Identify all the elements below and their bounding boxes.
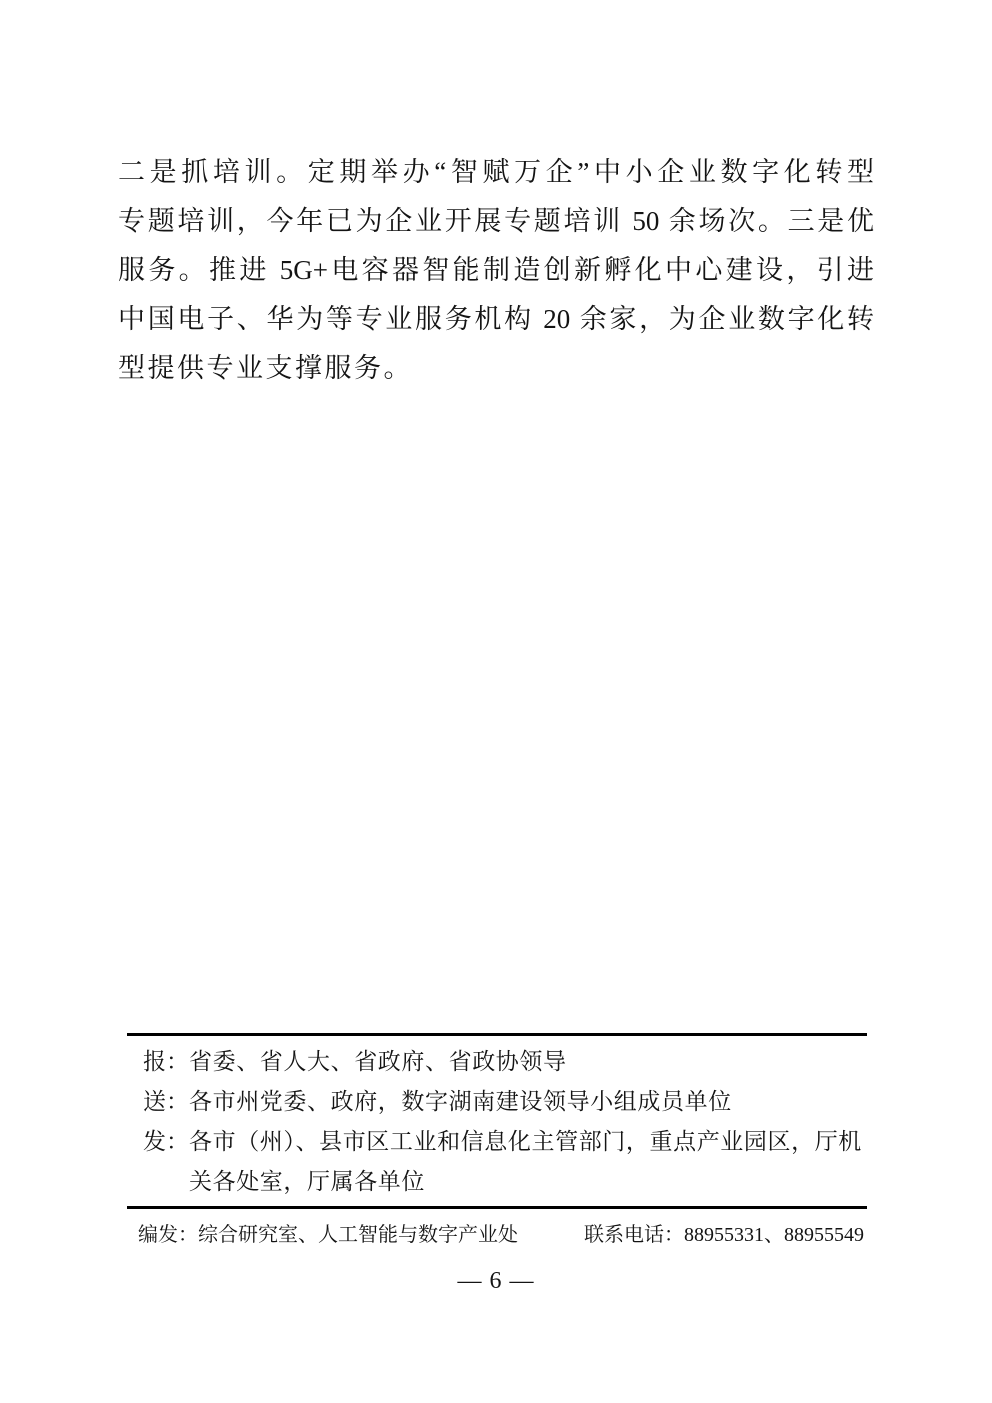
body-line: 服务。推进 5G+电容器智能制造创新孵化中心建设，引进	[118, 255, 874, 285]
distribution-row-song	[143, 1082, 883, 1122]
distribution-content-line: 省委、省人大、省政府、省政协领导	[189, 1049, 567, 1074]
distribution-row-bao	[143, 1042, 883, 1082]
body-line: 中国电子、华为等专业服务机构 20 余家，为企业数字化转	[118, 304, 874, 334]
distribution-rule-top	[127, 1033, 867, 1036]
imprint-contact	[584, 1221, 864, 1249]
contact-phone-label: 联系电话：	[584, 1224, 684, 1246]
distribution-content-line: 各市州党委、政府，数字湖南建设领导小组成员单位	[189, 1089, 732, 1114]
distribution-list	[143, 1042, 883, 1202]
body-line: 型提供专业支撑服务。	[118, 353, 413, 383]
distribution-content	[189, 1122, 862, 1202]
distribution-label: 报：	[143, 1049, 189, 1074]
distribution-content-line: 关各处室，厅属各单位	[189, 1169, 425, 1194]
imprint-editor-department: 综合研究室、人工智能与数字产业处	[198, 1224, 518, 1246]
imprint-rule	[127, 1206, 867, 1209]
distribution-content-line: 各市（州）、县市区工业和信息化主管部门，重点产业园区，厅机	[189, 1129, 862, 1154]
body-line: 专题培训，今年已为企业开展专题培训 50 余场次。三是优	[118, 206, 874, 236]
distribution-row-fa	[143, 1122, 883, 1202]
body-line: 二是抓培训。定期举办“智赋万企”中小企业数字化转型	[118, 157, 874, 187]
imprint-editor-label: 编发：	[138, 1224, 198, 1246]
contact-phone-numbers: 88955331、88955549	[684, 1224, 864, 1246]
body-paragraph	[118, 148, 874, 393]
imprint-editor	[138, 1221, 518, 1249]
imprint-row	[138, 1221, 864, 1249]
distribution-label: 发：	[143, 1129, 189, 1154]
page-number: — 6 —	[457, 1268, 535, 1294]
distribution-label: 送：	[143, 1089, 189, 1114]
distribution-content	[189, 1042, 567, 1082]
distribution-content	[189, 1082, 732, 1122]
